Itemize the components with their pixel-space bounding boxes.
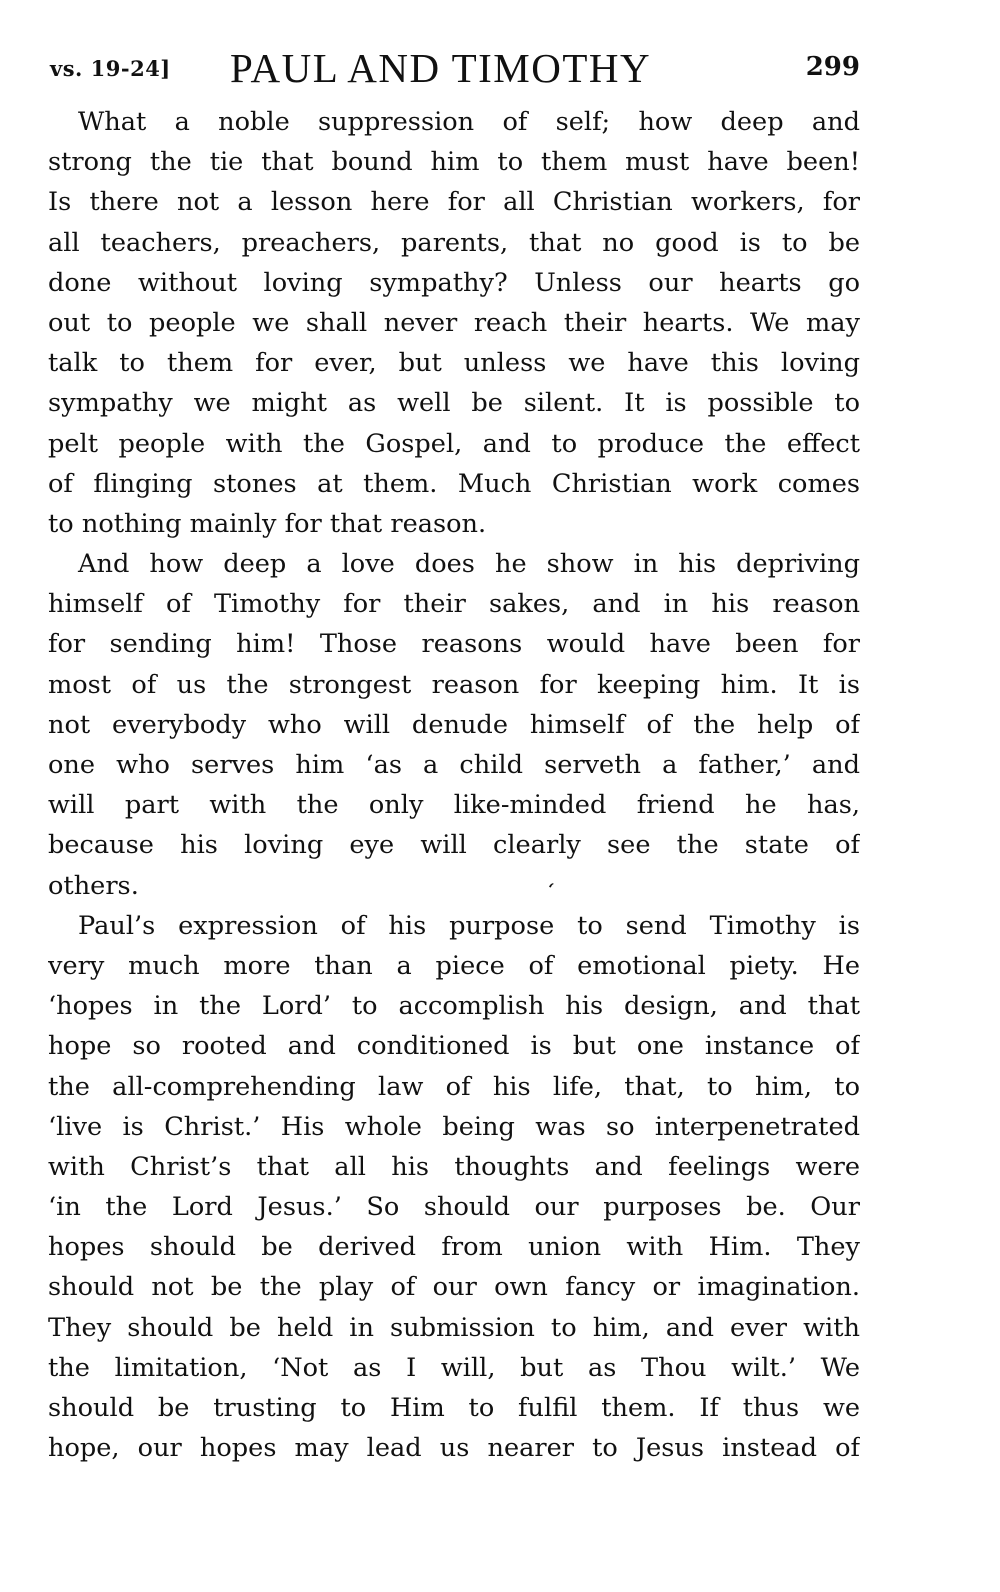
text-line: not everybody who will denude himself of the help of [48, 709, 860, 740]
page-title: PAUL AND TIMOTHY [230, 45, 652, 91]
text-line: because his loving eye will clearly see the state of [48, 830, 860, 861]
text-line: strong the tie that bound him to them must have been! [48, 147, 860, 178]
paragraph-2-end: others. [48, 870, 139, 901]
ink-speck-mark: ‘ [542, 877, 557, 903]
text-line: of flinging stones at them. Much Christian work comes [48, 468, 860, 499]
page-number: 299 [805, 52, 860, 82]
text-line: should not be the play of our own fancy or imagination. [48, 1272, 860, 1303]
text-line: ‘live is Christ.’ His whole being was so interpenetrated [48, 1111, 860, 1142]
text-line: talk to them for ever, but unless we have this loving [48, 348, 860, 379]
text-line: hope, our hopes may lead us nearer to Jesus instead of [48, 1433, 860, 1464]
text-line: most of us the strongest reason for keeping him. It is [48, 669, 860, 700]
text-line: ‘in the Lord Jesus.’ So should our purposes be. Our [48, 1192, 860, 1223]
text-line: sympathy we might as well be silent. It is possible to [48, 388, 860, 419]
text-line: himself of Timothy for their sakes, and in his reason [48, 589, 860, 620]
text-line: will part with the only like-minded friend he has, [48, 790, 860, 821]
body-text [48, 102, 860, 1468]
text-line: the all-comprehending law of his life, that, to him, to [48, 1071, 860, 1102]
paragraph-3-start: Paul’s expression of his purpose to send Timothy is [78, 910, 860, 941]
running-header [48, 40, 860, 102]
text-line: pelt people with the Gospel, and to produce the effect [48, 428, 860, 459]
text-line: out to people we shall never reach their hearts. We may [48, 307, 860, 338]
text-line: They should be held in submission to him, and ever with [48, 1312, 860, 1343]
text-line: for sending him! Those reasons would have been for [48, 629, 860, 660]
paragraph-1-start: What a noble suppression of self; how deep and [78, 107, 860, 137]
text-line: Is there not a lesson here for all Christian workers, for [48, 187, 860, 218]
text-line: should be trusting to Him to fulfil them. If thus we [48, 1393, 860, 1423]
text-line: ‘hopes in the Lord’ to accomplish his design, and that [48, 991, 860, 1022]
text-line: very much more than a piece of emotional piety. He [48, 950, 860, 981]
book-page [48, 40, 860, 1468]
text-line: hopes should be derived from union with Him. They [48, 1232, 860, 1263]
text-line: with Christ’s that all his thoughts and feelings were [48, 1151, 860, 1182]
paragraph-1-end: to nothing mainly for that reason. [48, 508, 487, 539]
verse-reference: vs. 19-24] [50, 56, 171, 81]
text-line: done without loving sympathy? Unless our hearts go [48, 267, 860, 298]
paragraph-2-start: And how deep a love does he show in his depriving [78, 549, 860, 580]
text-line: all teachers, preachers, parents, that no good is to be [48, 227, 860, 258]
text-line: hope so rooted and conditioned is but one instance of [48, 1031, 860, 1062]
text-line: one who serves him ‘as a child serveth a father,’ and [48, 750, 860, 780]
text-line: the limitation, ‘Not as I will, but as Thou wilt.’ We [48, 1352, 860, 1383]
